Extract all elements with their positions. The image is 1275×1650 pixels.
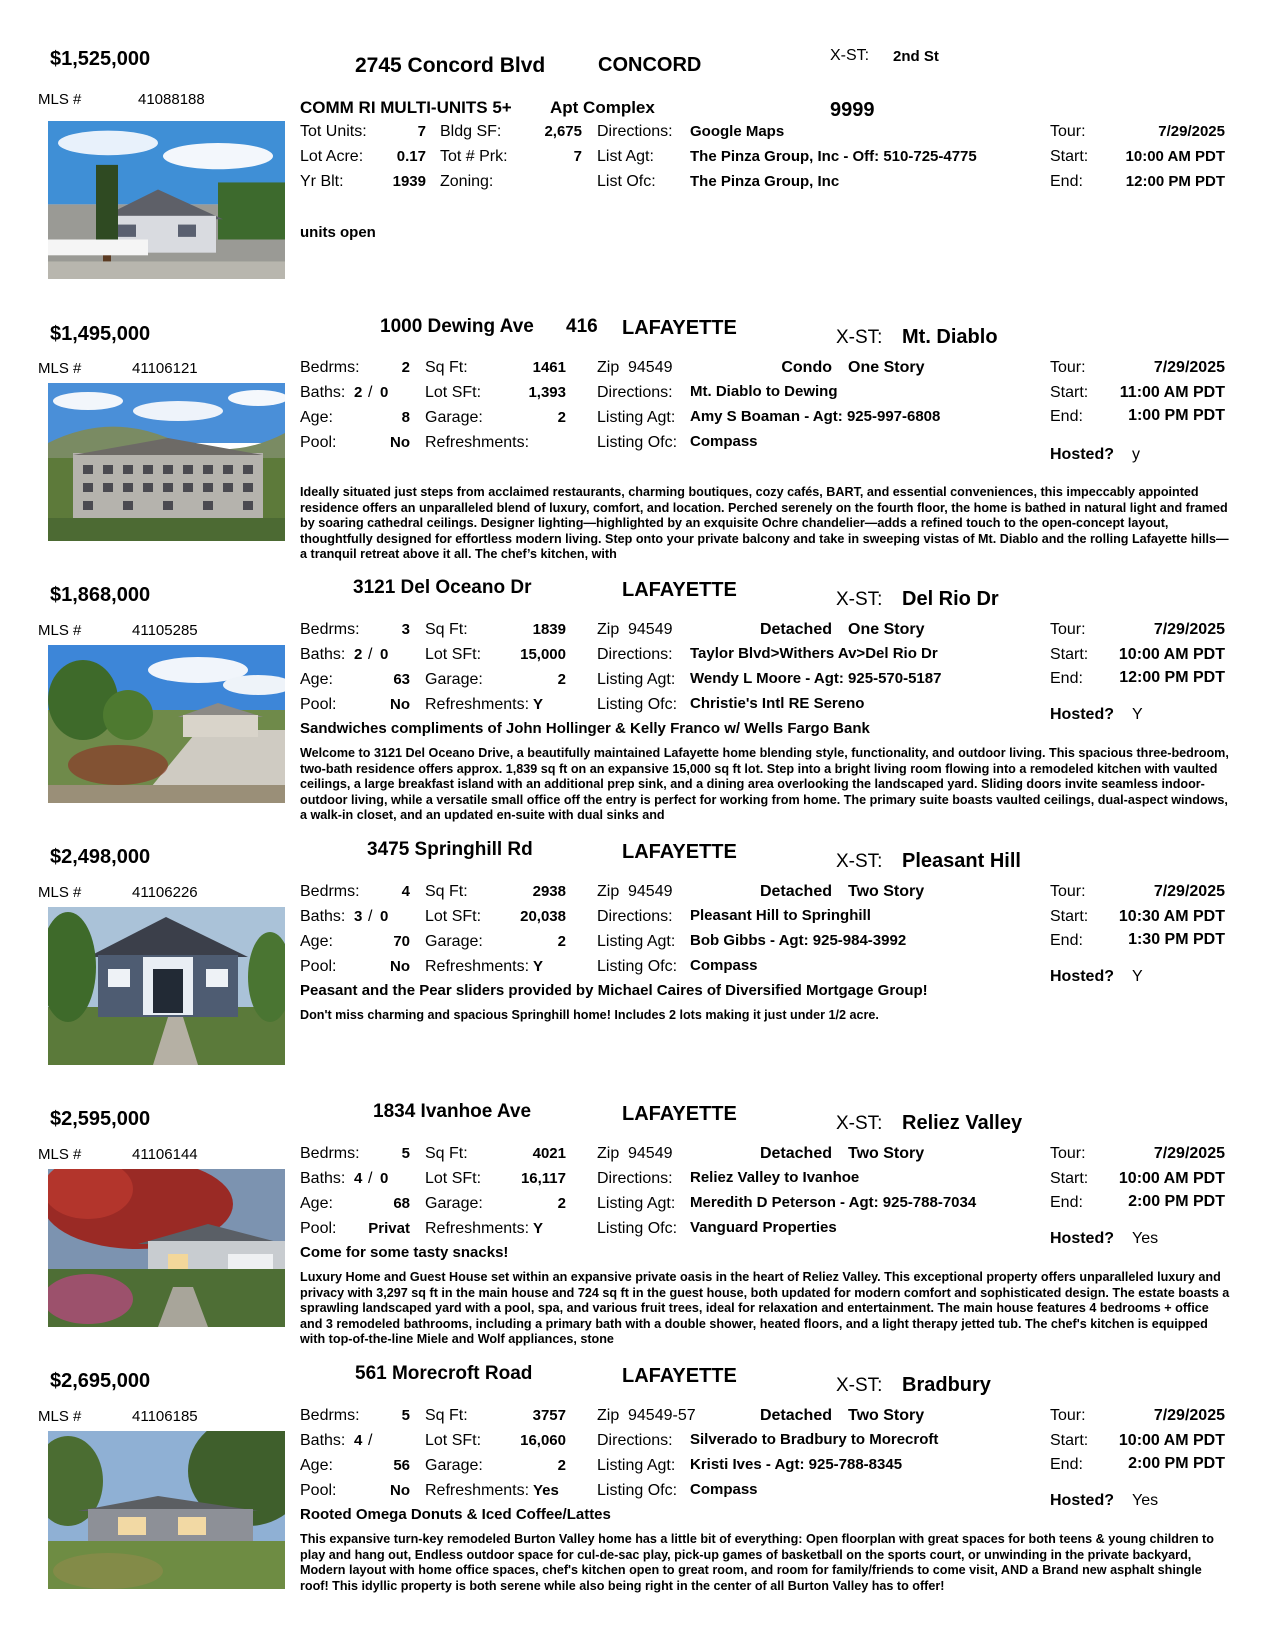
age-label: Age: <box>300 1195 333 1212</box>
hosted-label: Hosted? <box>1050 1230 1114 1247</box>
mls-label: MLS # <box>38 91 82 108</box>
tot-prk-value: 7 <box>573 148 582 165</box>
baths-label: Baths: <box>300 384 346 401</box>
zip-label: Zip <box>597 1145 620 1162</box>
mls-number: 41105285 <box>132 622 198 639</box>
start-time: 10:30 AM PDT <box>1118 908 1225 925</box>
xst-value: Mt. Diablo <box>902 326 998 348</box>
hosted-label: Hosted? <box>1050 1492 1114 1509</box>
baths-half: 0 <box>380 646 389 663</box>
end-label: End: <box>1050 670 1083 687</box>
list-agt-value: The Pinza Group, Inc - Off: 510-725-4775 <box>690 148 977 165</box>
style-value: Detached <box>759 1145 832 1162</box>
tour-date: 7/29/2025 <box>1153 883 1225 900</box>
tot-units-value: 7 <box>417 123 426 140</box>
listing-price: $2,695,000 <box>50 1370 151 1392</box>
house-photo <box>48 121 285 301</box>
property-code: 9999 <box>830 99 875 121</box>
bedrms-label: Bedrms: <box>300 1145 360 1162</box>
sqft-value: 2938 <box>532 883 566 900</box>
garage-value: 2 <box>557 1195 566 1212</box>
bldg-sf-value: 2,675 <box>544 123 582 140</box>
baths-label: Baths: <box>300 908 346 925</box>
refresh-value: Yes <box>533 1482 559 1499</box>
bedrms-value: 2 <box>401 359 410 376</box>
start-time: 10:00 AM PDT <box>1125 148 1225 165</box>
lotsf-label: Lot SFt: <box>425 1432 482 1449</box>
baths-full: 3 <box>354 908 363 925</box>
garage-label: Garage: <box>425 409 483 426</box>
bedrms-value: 5 <box>401 1407 410 1424</box>
lotsf-value: 20,038 <box>520 908 566 925</box>
xst-value: Pleasant Hill <box>902 850 1021 872</box>
baths-label: Baths: <box>300 646 346 663</box>
listing-remarks: Don't miss charming and spacious Springhill home! Includes 2 lots making it just under 1/2 acre. <box>300 1008 879 1022</box>
listing-remarks: Welcome to 3121 Del Oceano Drive, a beautifully maintained Lafayette home blending style, functionality, and outdoor living. This spacious three-bedroom, two-bath residence offers approx. 1,839 sq ft on an expansive 15,000 sq ft lot. Step into a bright living room flowing into a remodeled kitchen with vaulted ceilings, a large breakfast island with an additional prep sink, and a dining area overlooking the landscaped yard. Sliding doors invite seamless indoor-outdoor living, while a versatile small office off the entry is perfect for working from home. The primary suite boasts vaulted ceilings, dual-aspect windows, a walk-in closet, and an updated en-suite with dual sinks and <box>300 746 1229 822</box>
ofc-value: Christie's Intl RE Sereno <box>690 695 865 712</box>
agt-value: Bob Gibbs - Agt: 925-984-3992 <box>690 932 907 949</box>
xst-label: X-ST: <box>830 47 870 64</box>
listing-address: 561 Morecroft Road <box>355 1363 533 1384</box>
baths-separator: / <box>368 384 373 401</box>
baths-label: Baths: <box>300 1170 346 1187</box>
ofc-label: Listing Ofc: <box>597 1482 678 1499</box>
age-label: Age: <box>300 1457 333 1474</box>
zip-label: Zip <box>597 621 620 638</box>
directions-label: Directions: <box>597 908 673 925</box>
open-house-note: Come for some tasty snacks! <box>300 1244 509 1261</box>
listing-remarks: Luxury Home and Guest House set within an expansive private oasis in the heart of Reliez Valley. This exceptional property offers unparalleled luxury and privacy with 3,297 sq ft in the main house and 724 sq ft in the guest house, both updated for modern comfort and sophisticated design. The estate boasts a sprawling landscaped yard with a pool, spa, and various fruit trees, ideal for relaxation and entertainment. The main house features 4 bedrooms + office and 3 remodeled bathrooms, including a primary bath with a double shower, heated floors, and a light therapy jetted tub. The chef's kitchen is equipped with top-of-the-line Miele and Wolf appliances, stone <box>300 1270 1230 1346</box>
tour-label: Tour: <box>1050 123 1086 140</box>
end-time: 12:00 PM PDT <box>1125 173 1225 190</box>
xst-label: X-ST: <box>836 327 883 348</box>
directions-label: Directions: <box>597 123 673 140</box>
listing-remarks: Ideally situated just steps from acclaimed restaurants, charming boutiques, cozy cafés, BART, and essential conveniences, this impeccably appointed residence offers an unparalleled blend of luxury, comfort, and location. Perched serenely on the fourth floor, the home is bathed in natural light and framed by soaring cathedral ceilings. Designer lighting—highlighted by an exquisite Ochre chandelier—adds a refined touch to the open-concept layout, thoughtfully designed for effortless modern living. Step onto your private balcony and take in sweeping vistas of Mt. Diablo and the rolling Lafayette hills—a tranquil retreat above it all. The chef’s kitchen, with <box>300 485 1229 561</box>
baths-full: 4 <box>354 1170 363 1187</box>
listing-address: 1000 Dewing Ave <box>380 316 534 337</box>
garage-label: Garage: <box>425 1195 483 1212</box>
mls-label: MLS # <box>38 884 82 901</box>
age-label: Age: <box>300 671 333 688</box>
house-photo <box>48 645 285 803</box>
directions-label: Directions: <box>597 1170 673 1187</box>
mls-label: MLS # <box>38 1408 82 1425</box>
zip-label: Zip <box>597 1407 620 1424</box>
bedrms-value: 5 <box>401 1145 410 1162</box>
style-value: Detached <box>759 1407 832 1424</box>
listing-city: LAFAYETTE <box>622 841 737 863</box>
end-label: End: <box>1050 173 1083 190</box>
open-house-note: Peasant and the Pear sliders provided by Michael Caires of Diversified Mortgage Group! <box>300 982 928 999</box>
baths-separator: / <box>368 1432 373 1449</box>
agt-label: Listing Agt: <box>597 1195 676 1212</box>
style-value: Detached <box>759 621 832 638</box>
tour-label: Tour: <box>1050 621 1086 638</box>
agt-label: Listing Agt: <box>597 671 676 688</box>
garage-value: 2 <box>557 933 566 950</box>
bldg-sf-label: Bldg SF: <box>440 123 502 140</box>
mls-number: 41106185 <box>132 1408 198 1425</box>
hosted-value: Y <box>1132 968 1143 985</box>
xst-label: X-ST: <box>836 851 883 872</box>
ofc-value: Compass <box>690 957 758 974</box>
directions-label: Directions: <box>597 1432 673 1449</box>
sqft-value: 1839 <box>532 621 566 638</box>
bedrms-label: Bedrms: <box>300 359 360 376</box>
listing-city: LAFAYETTE <box>622 1103 737 1125</box>
bedrms-value: 4 <box>401 883 410 900</box>
directions-value: Mt. Diablo to Dewing <box>690 383 838 400</box>
mls-number: 41106121 <box>132 360 198 377</box>
house-photo <box>48 1431 285 1589</box>
sqft-label: Sq Ft: <box>425 621 468 638</box>
pool-value: No <box>390 434 410 451</box>
agt-value: Meredith D Peterson - Agt: 925-788-7034 <box>690 1194 977 1211</box>
age-label: Age: <box>300 933 333 950</box>
pool-label: Pool: <box>300 696 337 713</box>
start-time: 11:00 AM PDT <box>1119 384 1225 401</box>
hosted-label: Hosted? <box>1050 706 1114 723</box>
garage-label: Garage: <box>425 671 483 688</box>
agt-value: Kristi Ives - Agt: 925-788-8345 <box>690 1456 903 1473</box>
lotsf-label: Lot SFt: <box>425 646 482 663</box>
garage-label: Garage: <box>425 933 483 950</box>
refresh-value: Y <box>533 1220 544 1237</box>
list-ofc-value: The Pinza Group, Inc <box>690 173 840 190</box>
sqft-value: 1461 <box>532 359 566 376</box>
pool-value: No <box>390 1482 410 1499</box>
end-time: 12:00 PM PDT <box>1119 669 1225 686</box>
open-house-note: Sandwiches compliments of John Hollinger & Kelly Franco w/ Wells Fargo Bank <box>300 720 870 737</box>
start-label: Start: <box>1050 1432 1089 1449</box>
listing-address: 3121 Del Oceano Dr <box>353 577 532 598</box>
hosted-value: Yes <box>1132 1492 1159 1509</box>
baths-full: 2 <box>354 646 363 663</box>
ofc-value: Compass <box>690 433 758 450</box>
lotsf-label: Lot SFt: <box>425 384 482 401</box>
ofc-label: Listing Ofc: <box>597 958 678 975</box>
zip-label: Zip <box>597 883 620 900</box>
agt-value: Amy S Boaman - Agt: 925-997-6808 <box>690 408 941 425</box>
start-label: Start: <box>1050 908 1089 925</box>
zip-value: 94549-57 <box>628 1407 696 1424</box>
start-time: 10:00 AM PDT <box>1118 646 1225 663</box>
directions-label: Directions: <box>597 384 673 401</box>
tour-label: Tour: <box>1050 883 1086 900</box>
hosted-label: Hosted? <box>1050 446 1114 463</box>
zip-label: Zip <box>597 359 620 376</box>
refresh-label: Refreshments: <box>425 1482 530 1499</box>
end-label: End: <box>1050 408 1083 425</box>
baths-label: Baths: <box>300 1432 346 1449</box>
house-photo <box>48 1169 285 1327</box>
bedrms-label: Bedrms: <box>300 883 360 900</box>
sqft-label: Sq Ft: <box>425 1145 468 1162</box>
directions-value: Google Maps <box>690 123 785 140</box>
tour-date: 7/29/2025 <box>1153 621 1225 638</box>
lotsf-value: 16,117 <box>520 1170 566 1187</box>
listing-city: CONCORD <box>598 54 702 76</box>
hosted-value: y <box>1132 446 1140 463</box>
house-photo <box>48 907 285 1065</box>
tour-label: Tour: <box>1050 359 1086 376</box>
listing-unit: 416 <box>566 316 598 337</box>
stories-value: Two Story <box>848 1145 925 1162</box>
bedrms-label: Bedrms: <box>300 621 360 638</box>
refresh-value: Y <box>533 696 544 713</box>
mls-label: MLS # <box>38 622 82 639</box>
agt-label: Listing Agt: <box>597 933 676 950</box>
ofc-label: Listing Ofc: <box>597 434 678 451</box>
pool-label: Pool: <box>300 1220 337 1237</box>
pool-label: Pool: <box>300 434 337 451</box>
ofc-value: Vanguard Properties <box>690 1219 837 1236</box>
baths-separator: / <box>368 646 373 663</box>
agt-label: Listing Agt: <box>597 1457 676 1474</box>
property-subtype: Apt Complex <box>550 98 655 117</box>
yr-blt-value: 1939 <box>392 173 426 190</box>
listing-city: LAFAYETTE <box>622 1365 737 1387</box>
xst-value: 2nd St <box>893 48 939 65</box>
list-agt-label: List Agt: <box>597 148 654 165</box>
age-value: 56 <box>393 1457 410 1474</box>
bedrms-label: Bedrms: <box>300 1407 360 1424</box>
listing-price: $1,525,000 <box>50 48 151 70</box>
age-label: Age: <box>300 409 333 426</box>
sqft-label: Sq Ft: <box>425 359 468 376</box>
xst-label: X-ST: <box>836 1375 883 1396</box>
directions-value: Taylor Blvd>Withers Av>Del Rio Dr <box>690 645 938 662</box>
directions-value: Reliez Valley to Ivanhoe <box>690 1169 860 1186</box>
agt-label: Listing Agt: <box>597 409 676 426</box>
sqft-value: 3757 <box>532 1407 566 1424</box>
zip-value: 94549 <box>628 621 673 638</box>
start-time: 10:00 AM PDT <box>1118 1432 1225 1449</box>
pool-label: Pool: <box>300 958 337 975</box>
yr-blt-label: Yr Blt: <box>300 173 344 190</box>
style-value: Detached <box>759 883 832 900</box>
lotsf-value: 16,060 <box>520 1432 566 1449</box>
sqft-label: Sq Ft: <box>425 883 468 900</box>
bedrms-value: 3 <box>401 621 410 638</box>
house-photo <box>48 383 285 541</box>
sqft-label: Sq Ft: <box>425 1407 468 1424</box>
ofc-value: Compass <box>690 1481 758 1498</box>
pool-value: No <box>390 958 410 975</box>
listing-address: 3475 Springhill Rd <box>367 839 533 860</box>
ofc-label: Listing Ofc: <box>597 1220 678 1237</box>
age-value: 63 <box>393 671 410 688</box>
start-label: Start: <box>1050 1170 1089 1187</box>
xst-label: X-ST: <box>836 1113 883 1134</box>
end-time: 1:30 PM PDT <box>1128 931 1225 948</box>
open-house-note: Rooted Omega Donuts & Iced Coffee/Lattes <box>300 1506 611 1523</box>
zoning-label: Zoning: <box>440 173 494 190</box>
tour-date: 7/29/2025 <box>1153 1407 1225 1424</box>
garage-value: 2 <box>557 1457 566 1474</box>
end-label: End: <box>1050 1194 1083 1211</box>
tot-units-label: Tot Units: <box>300 123 367 140</box>
stories-value: Two Story <box>848 883 925 900</box>
directions-value: Silverado to Bradbury to Morecroft <box>690 1431 939 1448</box>
mls-label: MLS # <box>38 1146 82 1163</box>
directions-value: Pleasant Hill to Springhill <box>690 907 871 924</box>
tour-date: 7/29/2025 <box>1153 1145 1225 1162</box>
style-value: Condo <box>781 359 832 376</box>
xst-value: Reliez Valley <box>902 1112 1023 1134</box>
stories-value: Two Story <box>848 1407 925 1424</box>
baths-full: 4 <box>354 1432 363 1449</box>
listing-price: $2,498,000 <box>50 846 151 868</box>
listing-city: LAFAYETTE <box>622 317 737 339</box>
stories-value: One Story <box>848 621 925 638</box>
list-ofc-label: List Ofc: <box>597 173 656 190</box>
zip-value: 94549 <box>628 359 673 376</box>
tot-prk-label: Tot # Prk: <box>440 148 508 165</box>
baths-full: 2 <box>354 384 363 401</box>
pool-label: Pool: <box>300 1482 337 1499</box>
xst-label: X-ST: <box>836 589 883 610</box>
xst-value: Bradbury <box>902 1374 991 1396</box>
lotsf-label: Lot SFt: <box>425 1170 482 1187</box>
listing-address: 1834 Ivanhoe Ave <box>373 1101 532 1122</box>
hosted-value: Yes <box>1132 1230 1159 1247</box>
baths-half: 0 <box>380 1170 389 1187</box>
age-value: 70 <box>393 933 410 950</box>
listing-remarks: This expansive turn-key remodeled Burton Valley home has a little bit of everything: Open floorplan with great spaces for both teens & young children to play and hang out, Endless outdoor space for cul-de-sac play, pick-up games of basketball on the sports court, or unwinding in the private backyard, Modern layout with home office spaces, chef's kitchen open to great room, and room for family/friends to come visit, AND a Brand new asphalt shingle roof! This idyllic property is both serene while also being right in the center of all Burton Valley has to offer! <box>300 1532 1214 1593</box>
baths-half: 0 <box>380 384 389 401</box>
listing-price: $1,868,000 <box>50 584 151 606</box>
lotsf-value: 15,000 <box>520 646 566 663</box>
zip-value: 94549 <box>628 1145 673 1162</box>
listing-price: $1,495,000 <box>50 323 151 345</box>
start-label: Start: <box>1050 148 1089 165</box>
tour-date: 7/29/2025 <box>1158 123 1225 140</box>
hosted-value: Y <box>1132 706 1143 723</box>
hosted-label: Hosted? <box>1050 968 1114 985</box>
garage-label: Garage: <box>425 1457 483 1474</box>
sqft-value: 4021 <box>532 1145 566 1162</box>
age-value: 68 <box>393 1195 410 1212</box>
tour-date: 7/29/2025 <box>1153 359 1225 376</box>
end-time: 1:00 PM PDT <box>1128 407 1225 424</box>
pool-value: Privat <box>368 1220 410 1237</box>
refresh-label: Refreshments: <box>425 1220 530 1237</box>
start-label: Start: <box>1050 384 1089 401</box>
baths-separator: / <box>368 1170 373 1187</box>
stories-value: One Story <box>848 359 925 376</box>
listing-address: 2745 Concord Blvd <box>355 54 546 77</box>
directions-label: Directions: <box>597 646 673 663</box>
baths-half: 0 <box>380 908 389 925</box>
garage-value: 2 <box>557 409 566 426</box>
refresh-label: Refreshments: <box>425 696 530 713</box>
pool-value: No <box>390 696 410 713</box>
lot-acre-value: 0.17 <box>396 148 426 165</box>
start-label: Start: <box>1050 646 1089 663</box>
baths-separator: / <box>368 908 373 925</box>
open-house-note: units open <box>300 224 376 241</box>
mls-label: MLS # <box>38 360 82 377</box>
end-label: End: <box>1050 1456 1083 1473</box>
end-time: 2:00 PM PDT <box>1128 1193 1225 1210</box>
xst-value: Del Rio Dr <box>902 588 999 610</box>
mls-number: 41106226 <box>132 884 198 901</box>
start-time: 10:00 AM PDT <box>1118 1170 1225 1187</box>
lotsf-label: Lot SFt: <box>425 908 482 925</box>
agt-value: Wendy L Moore - Agt: 925-570-5187 <box>690 670 942 687</box>
garage-value: 2 <box>557 671 566 688</box>
property-type: COMM RI MULTI-UNITS 5+ <box>300 98 512 117</box>
mls-number: 41088188 <box>138 91 205 108</box>
mls-number: 41106144 <box>132 1146 198 1163</box>
refresh-label: Refreshments: <box>425 958 530 975</box>
zip-value: 94549 <box>628 883 673 900</box>
lotsf-value: 1,393 <box>528 384 566 401</box>
listing-city: LAFAYETTE <box>622 579 737 601</box>
refresh-label: Refreshments: <box>425 434 530 451</box>
ofc-label: Listing Ofc: <box>597 696 678 713</box>
refresh-value: Y <box>533 958 544 975</box>
tour-label: Tour: <box>1050 1145 1086 1162</box>
age-value: 8 <box>401 409 410 426</box>
end-time: 2:00 PM PDT <box>1128 1455 1225 1472</box>
listing-price: $2,595,000 <box>50 1108 151 1130</box>
end-label: End: <box>1050 932 1083 949</box>
lot-acre-label: Lot Acre: <box>300 148 364 165</box>
tour-label: Tour: <box>1050 1407 1086 1424</box>
